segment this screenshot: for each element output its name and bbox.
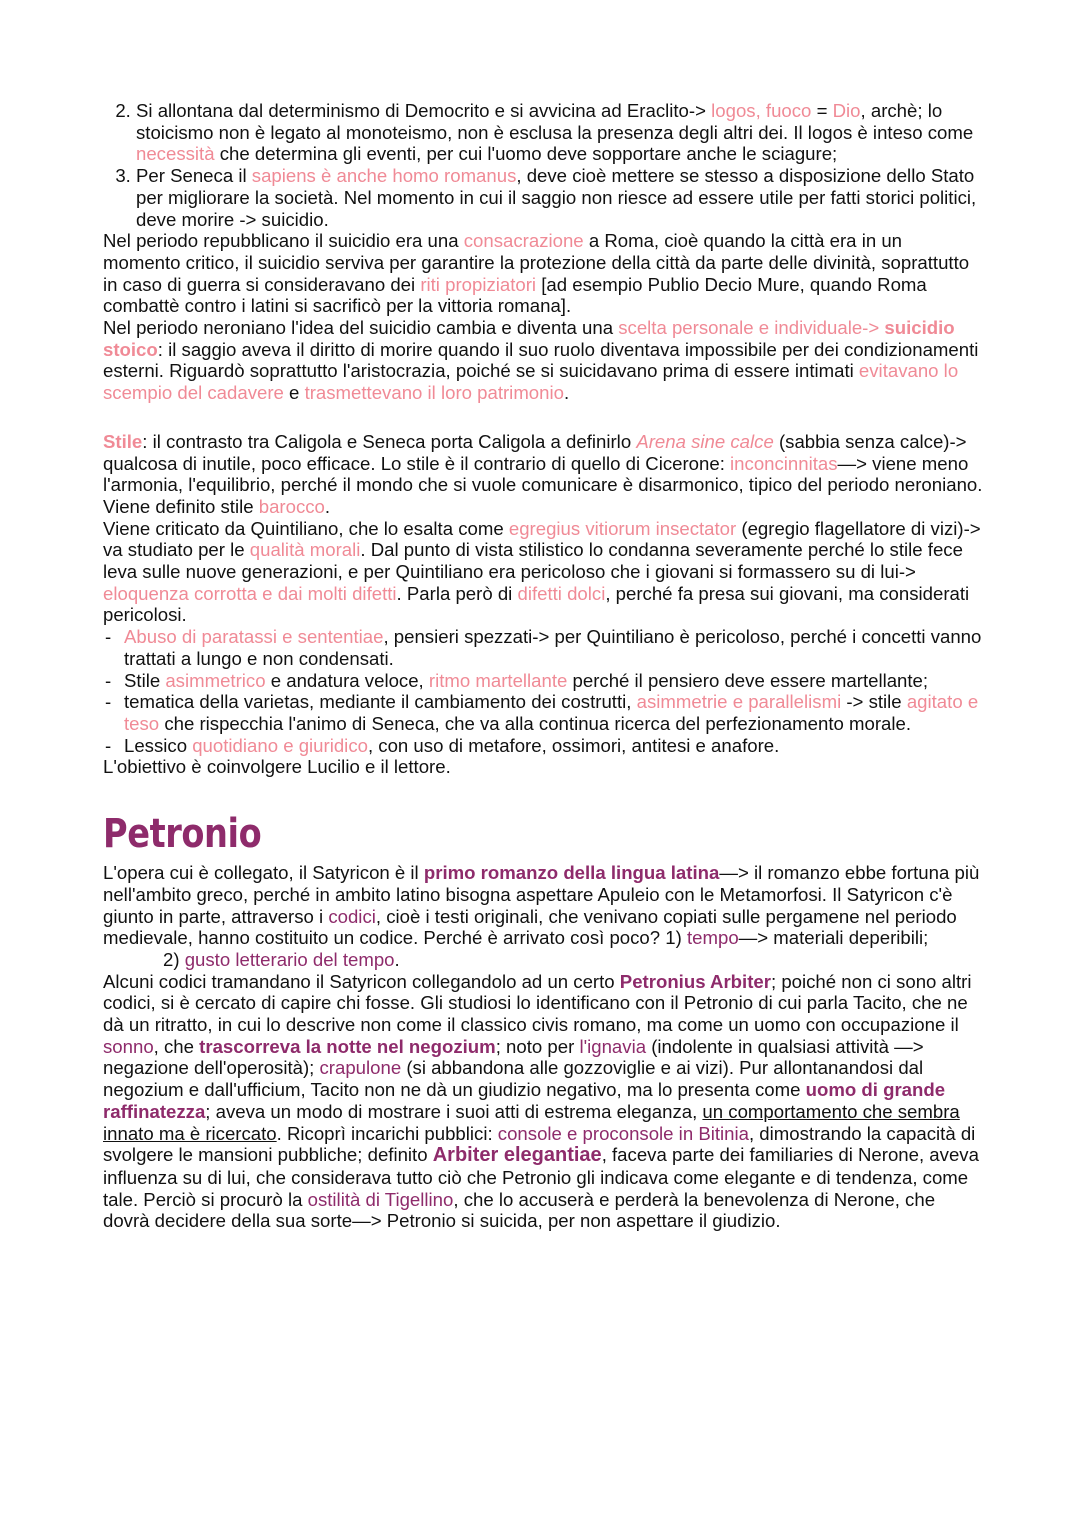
highlight: console e proconsole in Bitinia	[497, 1122, 749, 1144]
dash-item-2: - Stile asimmetrico e andatura veloce, ritmo martellante perché il pensiero deve essere martellante;	[103, 670, 983, 692]
highlight: difetti dolci	[517, 582, 606, 604]
paragraph-stile: Stile: il contrasto tra Caligola e Seneca porta Caligola a definirlo Arena sine calce (sabbia senza calce)-> qualcosa di inutile, poco efficace. Lo stile è il contrario di quello di Cicerone: inconcinnitas—> viene meno l'armonia, l'equilibrio, perché il mondo che si vuole comunicare è disarmonico, tipico del periodo neroniano. Viene definito stile barocco.	[103, 430, 983, 517]
highlight: barocco	[258, 495, 325, 517]
underlined-text: un comportamento che sembra innato ma è ricercato	[103, 1100, 960, 1144]
highlight: codici	[328, 905, 376, 927]
highlight: Dio	[832, 100, 861, 121]
highlight: sapiens è anche homo romanus	[251, 165, 517, 187]
dash-item-1: - Abuso di paratassi e sententiae, pensieri spezzati-> per Quintiliano è pericoloso, perché i concetti vanno trattati a lungo e non condensati.	[103, 626, 983, 669]
highlight: logos, fuoco	[711, 100, 812, 121]
highlight: eloquenza corrotta e dai molti difetti	[103, 582, 397, 604]
highlight: riti propiziatori	[420, 273, 537, 295]
highlight: scelta personale e individuale->	[618, 317, 880, 339]
highlight: tempo	[686, 927, 739, 949]
highlight-italic: Arena sine calce	[636, 430, 774, 452]
dash-item-4: - Lessico quotidiano e giuridico, con uso di metafore, ossimori, antitesi e anafore.	[103, 735, 983, 757]
numbered-list	[103, 100, 983, 230]
highlight: sonno	[103, 1035, 154, 1057]
highlight-bold: Arbiter elegantiae	[432, 1144, 602, 1167]
spacer	[103, 778, 983, 810]
highlight-bold: suicidio stoico	[103, 317, 955, 360]
highlight: qualità morali	[249, 539, 361, 561]
highlight: inconcinnitas	[730, 452, 838, 474]
section-title-petronio: Petronio	[103, 811, 262, 858]
paragraph-quintiliano: Viene criticato da Quintiliano, che lo esalta come egregius vitiorum insectator (egregio flagellatore di vizi)-> va studiato per le qualità morali. Dal punto di vista stilistico lo condanna severamente perché lo stile fece leva sulle nuove generazioni, e per Quintiliano era pericoloso che i giovani si formassero su di lui-> eloquenza corrotta e dai molti difetti. Parla però di difetti dolci, perché fa presa sui giovani, ma considerati pericolosi.	[103, 517, 981, 626]
highlight-bold: trascorreva la notte nel negozium	[199, 1035, 496, 1057]
highlight-bold: uomo di grande raffinatezza	[103, 1079, 946, 1122]
paragraph-petronio-arbiter: Alcuni codici tramandano il Satyricon collegandolo ad un certo Petronius Arbiter; poiché non ci sono altri codici, si è cercato di capire chi fosse. Gli studiosi lo identificano con il Petronio di cui parla Tacito, che ne dà un ritratto, in cui lo descrive non come il classico civis romano, ma come un uomo con occupazione il sonno, che trascorreva la notte nel negozium; noto per l'ignavia (indolente in qualsiasi attività —> negazione dell'operosità); crapulone (si abbandona alle gozzoviglie e ai vizi). Pur allontanandosi dal negozium e dall'ufficium, Tacito non ne dà un giudizio negativo, ma lo presenta come uomo di grande raffinatezza; aveva un modo di mostrare i suoi atti di estrema eleganza, un comportamento che sembra innato ma è ricercato. Ricoprì incarichi pubblici: console e proconsole in Bitinia, dimostrando la capacità di svolgere le mansioni pubbliche; definito Arbiter elegantiae, faceva parte dei familiaries di Nerone, aveva influenza su di lui, che considerava tutto ciò che Petronio gli indicava come elegante e di tendenza, come tale. Perciò si procurò la ostilità di Tigellino, che lo accuserà e perderà la benevolenza di Nerone, che dovrà decidere della sua sorte—> Petronio si suicida, per non aspettare il giudizio.	[103, 970, 979, 1232]
highlight: trasmettevano il loro patrimonio	[304, 382, 564, 404]
paragraph-repubblicano: Nel periodo repubblicano il suicidio era una consacrazione a Roma, cioè quando la città era in un momento critico, il suicidio serviva per garantire la protezione della città da parte delle divinità, soprattutto in caso di guerra si consideravano dei riti propiziatori [ad esempio Publio Decio Mure, quando Roma combattè contro i latini si sacrificò per la vittoria romana].	[103, 230, 970, 317]
section-label-stile: Stile	[103, 430, 143, 452]
highlight: Abuso di paratassi e sententiae	[124, 626, 384, 648]
highlight: ostilità di Tigellino	[307, 1188, 454, 1210]
list-item-3: 3. Per Seneca il sapiens è anche homo romanus, deve cioè mettere se stesso a disposizione dello Stato per migliorare la società. Nel momento in cui il saggio non riesce ad essere utile per fatti storici politici, deve morire -> suicidio.	[136, 165, 983, 230]
highlight: ritmo martellante	[428, 669, 568, 691]
highlight: agitato e teso	[124, 691, 979, 734]
highlight: necessità	[136, 143, 215, 165]
dash-item-3: - tematica della varietas, mediante il cambiamento dei costrutti, asimmetrie e parallelismi -> stile agitato e teso che rispecchia l'animo di Seneca, che va alla continua ricerca del perfezionamento morale.	[103, 691, 983, 734]
paragraph-petronio-reason-2: 2) gusto letterario del tempo.	[163, 948, 400, 970]
list-item-2: 2. Si allontana dal determinismo di Democrito e si avvicina ad Eraclito-> logos, fuoco = Dio, archè; lo stoicismo non è legato al monoteismo, non è esclusa la presenza degli altri dei. Il logos è inteso come necessità che determina gli eventi, per cui l'uomo deve sopportare anche le sciagure;	[136, 100, 983, 165]
highlight: egregius vitiorum insectator	[508, 517, 737, 539]
paragraph-obiettivo: L'obiettivo è coinvolgere Lucilio e il lettore.	[103, 756, 451, 778]
spacer	[103, 404, 983, 431]
paragraph-neroniano: Nel periodo neroniano l'idea del suicidio cambia e diventa una scelta personale e individuale-> suicidio stoico: il saggio aveva il diritto di morire quando il suo ruolo diventava impossibile per dei condizionamenti esterni. Riguardò soprattutto l'aristocrazia, poiché se si suicidavano prima di essere intimati evitavano lo scempio del cadavere e trasmettevano il loro patrimonio.	[103, 317, 979, 404]
highlight: l'ignavia	[579, 1035, 647, 1057]
highlight: gusto letterario del tempo	[184, 948, 395, 970]
highlight: asimmetrie e parallelismi	[636, 691, 842, 713]
highlight-bold: primo romanzo della lingua latina	[423, 862, 720, 884]
highlight: crapulone	[319, 1057, 402, 1079]
paragraph-petronio-opera: L'opera cui è collegato, il Satyricon è il primo romanzo della lingua latina—> il romanzo ebbe fortuna più nell'ambito greco, perché in ambito latino bisogna aspettare Apuleio con le Metamorfosi. Il Satyricon c'è giunto in parte, attraverso i codici, cioè i testi originali, che venivano copiati sulle pergamene nel periodo medievale, hanno costituito un codice. Perché è arrivato così poco? 1) tempo—> materiali deperibili;	[103, 862, 980, 949]
highlight-bold: Petronius Arbiter	[619, 970, 771, 992]
highlight: consacrazione	[463, 230, 584, 252]
highlight: asimmetrico	[165, 669, 266, 691]
highlight: evitavano lo scempio del cadavere	[103, 360, 959, 404]
highlight: quotidiano e giuridico	[192, 734, 368, 756]
dash-list	[103, 626, 983, 756]
document-page	[103, 100, 983, 1232]
